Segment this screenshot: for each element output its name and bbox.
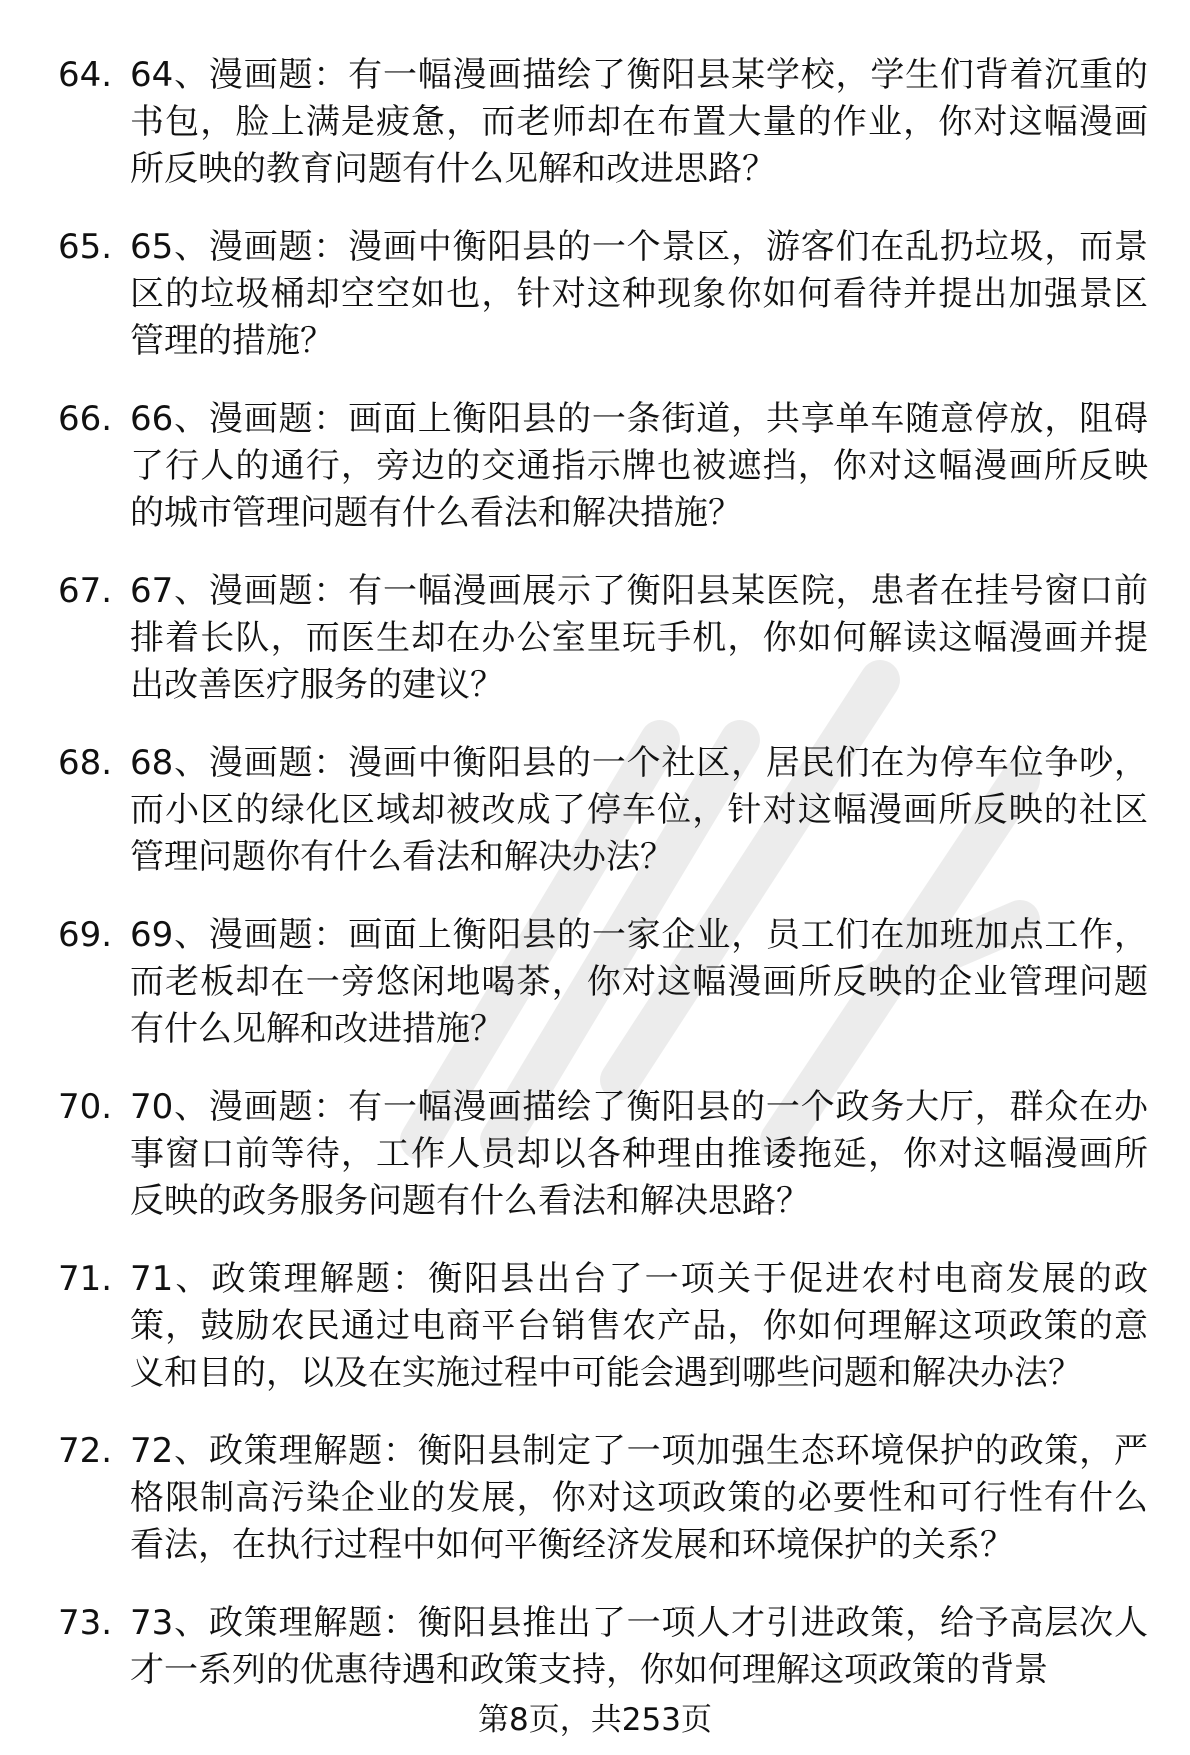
question-number: 66. bbox=[58, 399, 113, 439]
question-number: 68. bbox=[58, 743, 113, 783]
list-item bbox=[58, 396, 1148, 537]
question-text: 73、政策理解题：衡阳县推出了一项人才引进政策，给予高层次人才一系列的优惠待遇和政策支持，你如何理解这项政策的背景 bbox=[130, 1603, 1148, 1690]
question-number: 71. bbox=[58, 1259, 113, 1299]
question-text: 71、政策理解题：衡阳县出台了一项关于促进农村电商发展的政策，鼓励农民通过电商平台销售农产品，你如何理解这项政策的意义和目的，以及在实施过程中可能会遇到哪些问题和解决办法？ bbox=[130, 1259, 1148, 1393]
question-text: 64、漫画题：有一幅漫画描绘了衡阳县某学校，学生们背着沉重的书包，脸上满是疲惫，而老师却在布置大量的作业，你对这幅漫画所反映的教育问题有什么见解和改进思路？ bbox=[130, 55, 1148, 189]
list-item bbox=[58, 1256, 1148, 1397]
question-text: 70、漫画题：有一幅漫画描绘了衡阳县的一个政务大厅，群众在办事窗口前等待，工作人员却以各种理由推诿拖延，你对这幅漫画所反映的政务服务问题有什么看法和解决思路？ bbox=[130, 1087, 1148, 1221]
question-number: 69. bbox=[58, 915, 113, 955]
list-item bbox=[58, 1084, 1148, 1225]
list-item bbox=[58, 740, 1148, 881]
question-list bbox=[58, 52, 1148, 1725]
question-text: 69、漫画题：画面上衡阳县的一家企业，员工们在加班加点工作，而老板却在一旁悠闲地喝茶，你对这幅漫画所反映的企业管理问题有什么见解和改进措施？ bbox=[130, 915, 1148, 1049]
list-item bbox=[58, 568, 1148, 709]
question-number: 67. bbox=[58, 571, 113, 611]
question-number: 65. bbox=[58, 227, 113, 267]
question-text: 65、漫画题：漫画中衡阳县的一个景区，游客们在乱扔垃圾，而景区的垃圾桶却空空如也，针对这种现象你如何看待并提出加强景区管理的措施？ bbox=[130, 227, 1148, 361]
question-text: 66、漫画题：画面上衡阳县的一条街道，共享单车随意停放，阻碍了行人的通行，旁边的交通指示牌也被遮挡，你对这幅漫画所反映的城市管理问题有什么看法和解决措施？ bbox=[130, 399, 1148, 533]
question-text: 68、漫画题：漫画中衡阳县的一个社区，居民们在为停车位争吵，而小区的绿化区域却被改成了停车位，针对这幅漫画所反映的社区管理问题你有什么看法和解决办法？ bbox=[130, 743, 1148, 877]
question-text: 72、政策理解题：衡阳县制定了一项加强生态环境保护的政策，严格限制高污染企业的发展，你对这项政策的必要性和可行性有什么看法，在执行过程中如何平衡经济发展和环境保护的关系？ bbox=[130, 1431, 1148, 1565]
list-item bbox=[58, 1600, 1148, 1694]
question-number: 70. bbox=[58, 1087, 113, 1127]
question-number: 64. bbox=[58, 55, 113, 95]
list-item bbox=[58, 1428, 1148, 1569]
question-text: 67、漫画题：有一幅漫画展示了衡阳县某医院，患者在挂号窗口前排着长队，而医生却在办公室里玩手机，你如何解读这幅漫画并提出改善医疗服务的建议？ bbox=[130, 571, 1148, 705]
question-number: 72. bbox=[58, 1431, 113, 1471]
list-item bbox=[58, 52, 1148, 193]
list-item bbox=[58, 224, 1148, 365]
list-item bbox=[58, 912, 1148, 1053]
page-footer: 第8页，共253页 bbox=[478, 1702, 712, 1738]
question-number: 73. bbox=[58, 1603, 113, 1643]
